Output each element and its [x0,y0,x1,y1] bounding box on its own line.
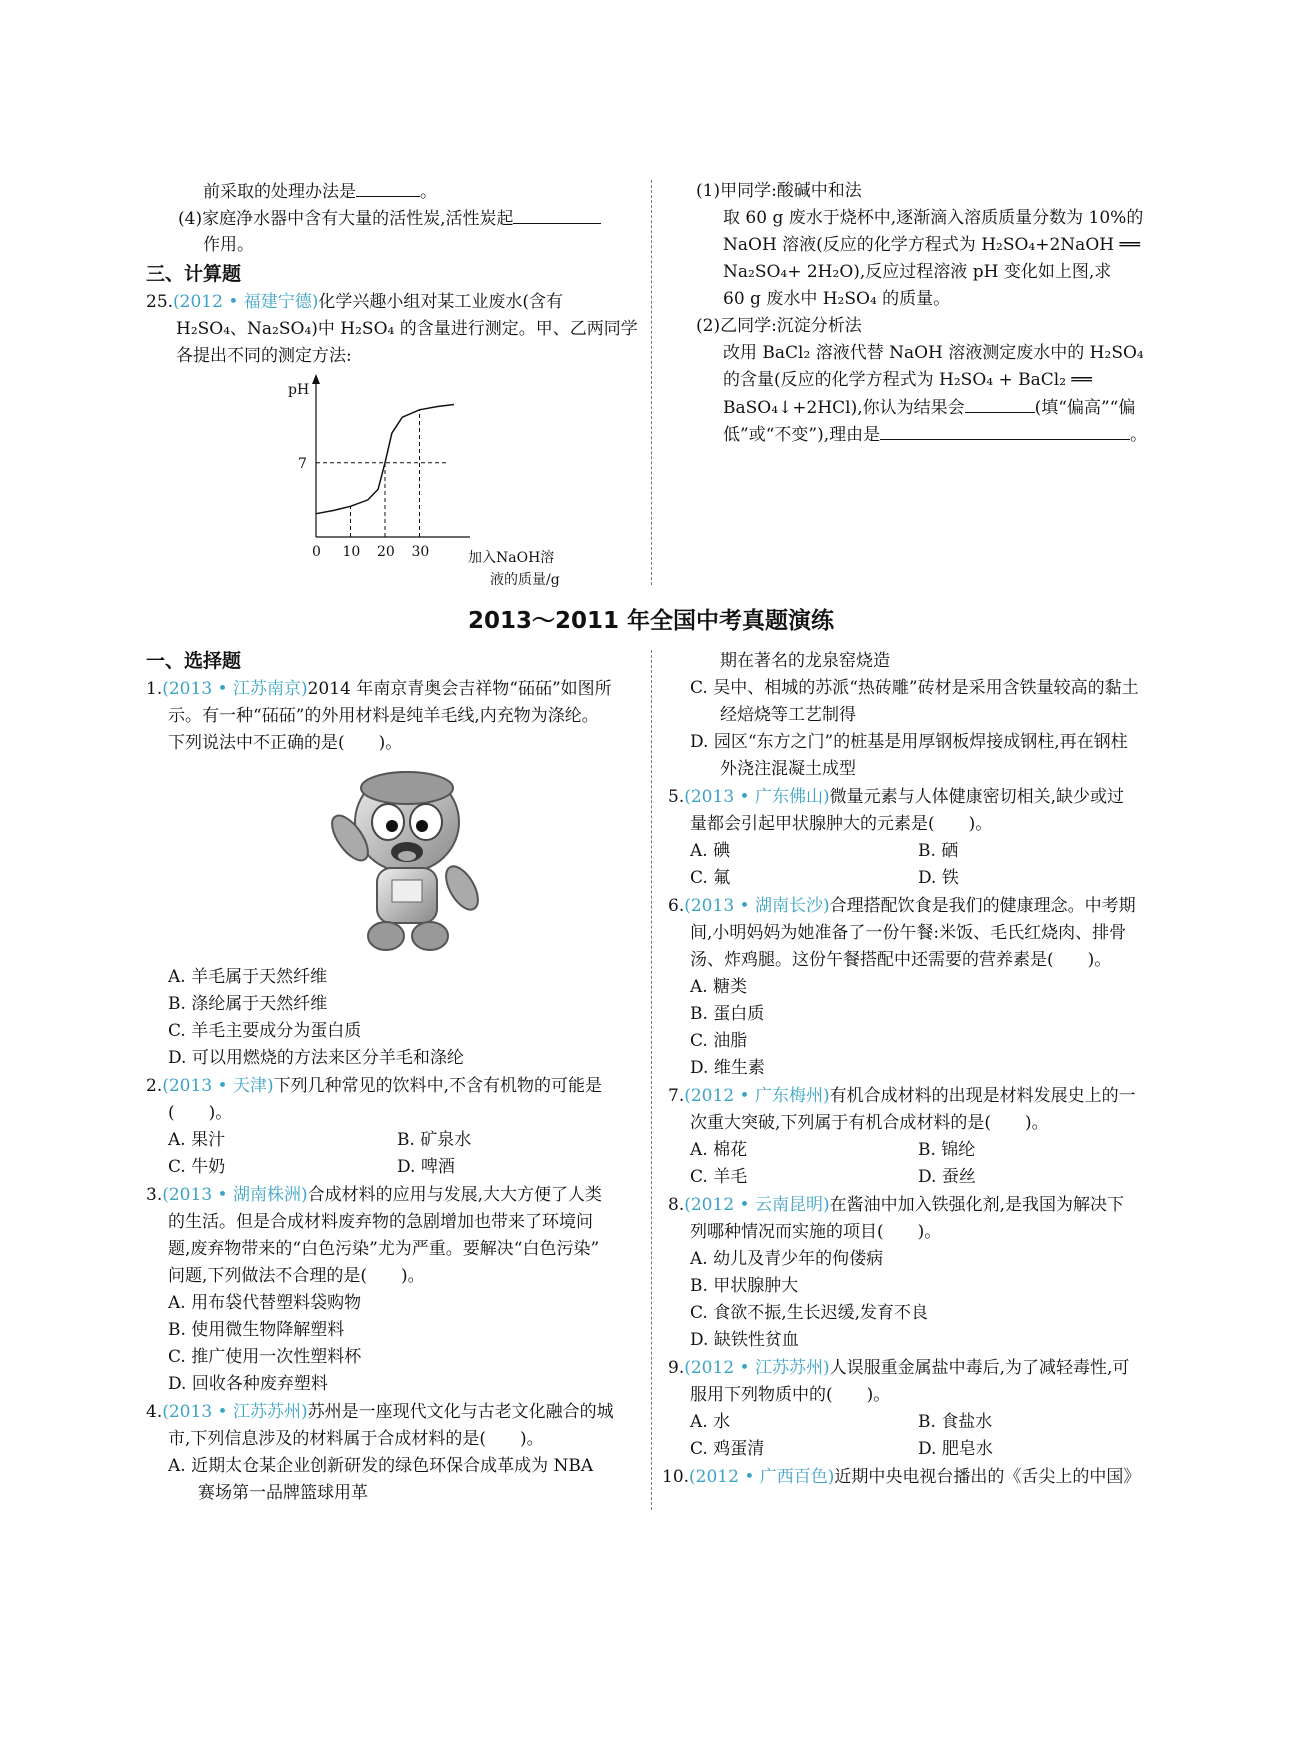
y-axis-arrow [312,374,320,384]
option-c: C. 羊毛主要成分为蛋白质 [168,1021,362,1041]
question-line: 60 g 废水中 H₂SO₄ 的质量。 [723,289,951,309]
question-line: 各提出不同的测定方法: [176,346,352,366]
question-1: 1.(2013 • 江苏南京)2014 年南京青奥会吉祥物“砳砳”如图所 [146,679,612,699]
option-c: C. 羊毛 [690,1167,748,1187]
option-c-cont: 经焙烧等工艺制得 [720,705,856,725]
option-c: C. 油脂 [690,1031,748,1051]
x-tick-label: 30 [411,544,430,560]
mascot-illustration [322,760,492,960]
question-line: (1)甲同学:酸碱中和法 [696,181,862,201]
option-c: C. 牛奶 [168,1157,226,1177]
question-7: 7.(2012 • 广东梅州)有机合成材料的出现是材料发展史上的一 [668,1086,1136,1106]
option-c: C. 食欲不振,生长迟缓,发育不良 [690,1303,929,1323]
option-a: A. 碘 [690,841,731,861]
option-d: D. 缺铁性贫血 [690,1330,799,1350]
question-line: 服用下列物质中的( )。 [690,1385,891,1405]
question-line: 列哪种情况而实施的项目( )。 [690,1222,942,1242]
answer-blank[interactable] [356,180,420,197]
column-divider-bottom [651,650,652,1510]
option-d: D. 维生素 [690,1058,765,1078]
answer-blank[interactable] [880,423,1130,440]
question-source: (2012 • 福建宁德) [173,292,319,312]
option-b-cont: 期在著名的龙泉窑烧造 [720,651,890,671]
page-title: 2013～2011 年全国中考真题演练 [467,608,835,634]
option-b: B. 矿泉水 [397,1130,472,1150]
column-divider-top [651,180,652,585]
question-6: 6.(2013 • 湖南长沙)合理搭配饮食是我们的健康理念。中考期 [668,896,1136,916]
question-source: (2013 • 广东佛山) [684,787,830,807]
x-axis-label-line1: 加入NaOH溶 [468,550,555,566]
question-line: 低”或“不变”),理由是 。 [723,425,1148,445]
question-source: (2012 • 江苏苏州) [684,1358,830,1378]
y-axis-label: pH [288,382,310,398]
question-source: (2012 • 广东梅州) [684,1086,830,1106]
option-a: A. 水 [690,1412,731,1432]
option-a: A. 用布袋代替塑料袋购物 [168,1293,362,1313]
option-a: A. 糖类 [690,977,748,997]
answer-line: 前采取的处理办法是 。 [203,182,437,202]
question-line: 次重大突破,下列属于有机合成材料的是( )。 [690,1113,1049,1133]
option-a: A. 幼儿及青少年的佝偻病 [690,1249,884,1269]
question-line: 的生活。但是合成材料废弃物的急剧增加也带来了环境问 [168,1212,593,1232]
option-d: D. 啤酒 [397,1157,455,1177]
answer-blank[interactable] [513,207,601,224]
option-a: A. 果汁 [168,1130,226,1150]
option-b: B. 食盐水 [918,1412,993,1432]
question-line: 取 60 g 废水于烧杯中,逐渐滴入溶质质量分数为 10%的 [723,208,1144,228]
option-d: D. 肥皂水 [918,1439,993,1459]
option-b: B. 蛋白质 [690,1004,765,1024]
question-line: 量都会引起甲状腺肿大的元素是( )。 [690,814,993,834]
question-line: 问题,下列做法不合理的是( )。 [168,1266,425,1286]
question-line: 示。有一种“砳砳”的外用材料是纯羊毛线,内充物为涤纶。 [168,706,599,726]
question-5: 5.(2013 • 广东佛山)微量元素与人体健康密切相关,缺少或过 [668,787,1125,807]
question-source: (2013 • 江苏苏州) [162,1402,308,1422]
option-b: B. 使用微生物降解塑料 [168,1320,345,1340]
question-25: 25.(2012 • 福建宁德)化学兴趣小组对某工业废水(含有 [146,292,564,312]
question-line: NaOH 溶液(反应的化学方程式为 H₂SO₄+2NaOH ══ [723,235,1140,255]
question-line: 汤、炸鸡腿。这份午餐搭配中还需要的营养素是( )。 [690,950,1112,970]
question-line: 市,下列信息涉及的材料属于合成材料的是( )。 [168,1429,544,1449]
question-line: Na₂SO₄+ 2H₂O),反应过程溶液 pH 变化如上图,求 [723,262,1112,282]
option-d: D. 可以用燃烧的方法来区分羊毛和涤纶 [168,1048,464,1068]
question-9: 9.(2012 • 江苏苏州)人误服重金属盐中毒后,为了减轻毒性,可 [668,1358,1130,1378]
question-source: (2013 • 天津) [162,1076,274,1096]
question-source: (2013 • 湖南株洲) [162,1185,308,1205]
question-line: BaSO₄↓+2HCl),你认为结果会 (填“偏高”“偏 [723,398,1136,418]
option-b: B. 甲状腺肿大 [690,1276,799,1296]
option-a: A. 棉花 [690,1140,748,1160]
section-heading: 一、选择题 [146,650,242,672]
question-line: 下列说法中不正确的是( )。 [168,733,403,753]
option-a: A. 近期太仓某企业创新研发的绿色环保合成革成为 NBA [168,1456,594,1476]
x-axis-label-line2: 液的质量/g [490,572,560,588]
question-line: 间,小明妈妈为她准备了一份午餐:米饭、毛氏红烧肉、排骨 [690,923,1127,943]
answer-blank[interactable] [965,396,1035,413]
option-c: C. 吴中、相城的苏派“热砖雕”砖材是采用含铁量较高的黏土 [690,678,1139,698]
question-4: 4.(2013 • 江苏苏州)苏州是一座现代文化与古老文化融合的城 [146,1402,614,1422]
option-d: D. 蚕丝 [918,1167,976,1187]
question-line: (4)家庭净水器中含有大量的活性炭,活性炭起 [178,207,601,230]
question-source: (2013 • 江苏南京) [162,679,308,699]
question-line: 题,废弃物带来的“白色污染”尤为严重。要解决“白色污染” [168,1239,600,1259]
question-2: 2.(2013 • 天津)下列几种常见的饮料中,不含有机物的可能是 [146,1076,603,1096]
question-10: 10.(2012 • 广西百色)近期中央电视台播出的《舌尖上的中国》 [662,1467,1141,1487]
x-tick-label: 0 [312,544,321,560]
question-source: (2012 • 云南昆明) [684,1195,830,1215]
option-c: C. 氟 [690,868,731,888]
option-d: D. 铁 [918,868,959,888]
option-d: D. 回收各种废弃塑料 [168,1374,328,1394]
ph-chart [280,372,560,594]
question-line: 改用 BaCl₂ 溶液代替 NaOH 溶液测定废水中的 H₂SO₄ [723,343,1144,363]
question-line: ( )。 [168,1103,233,1123]
option-b: B. 涤纶属于天然纤维 [168,994,328,1014]
question-3: 3.(2013 • 湖南株洲)合成材料的应用与发展,大大方便了人类 [146,1185,603,1205]
option-a: A. 羊毛属于天然纤维 [168,967,328,987]
x-tick-label: 10 [342,544,361,560]
question-line: 的含量(反应的化学方程式为 H₂SO₄ + BaCl₂ ══ [723,370,1092,390]
y-tick-label: 7 [298,455,307,472]
section-heading: 三、计算题 [146,263,242,285]
x-tick-label: 20 [377,544,395,560]
question-line: 作用。 [203,235,254,255]
option-b: B. 硒 [918,841,959,861]
question-line: H₂SO₄、Na₂SO₄)中 H₂SO₄ 的含量进行测定。甲、乙两同学 [176,319,638,339]
option-c: C. 鸡蛋清 [690,1439,765,1459]
option-d: D. 园区“东方之门”的桩基是用厚钢板焊接成钢柱,再在钢柱 [690,732,1128,752]
ph-curve [316,405,454,514]
option-a-cont: 赛场第一品牌篮球用革 [198,1483,368,1503]
question-line: (2)乙同学:沉淀分析法 [696,316,862,336]
option-b: B. 锦纶 [918,1140,976,1160]
option-d-cont: 外浇注混凝土成型 [720,759,856,779]
question-8: 8.(2012 • 云南昆明)在酱油中加入铁强化剂,是我国为解决下 [668,1195,1125,1215]
question-source: (2013 • 湖南长沙) [684,896,830,916]
option-c: C. 推广使用一次性塑料杯 [168,1347,362,1367]
question-source: (2012 • 广西百色) [689,1467,835,1487]
